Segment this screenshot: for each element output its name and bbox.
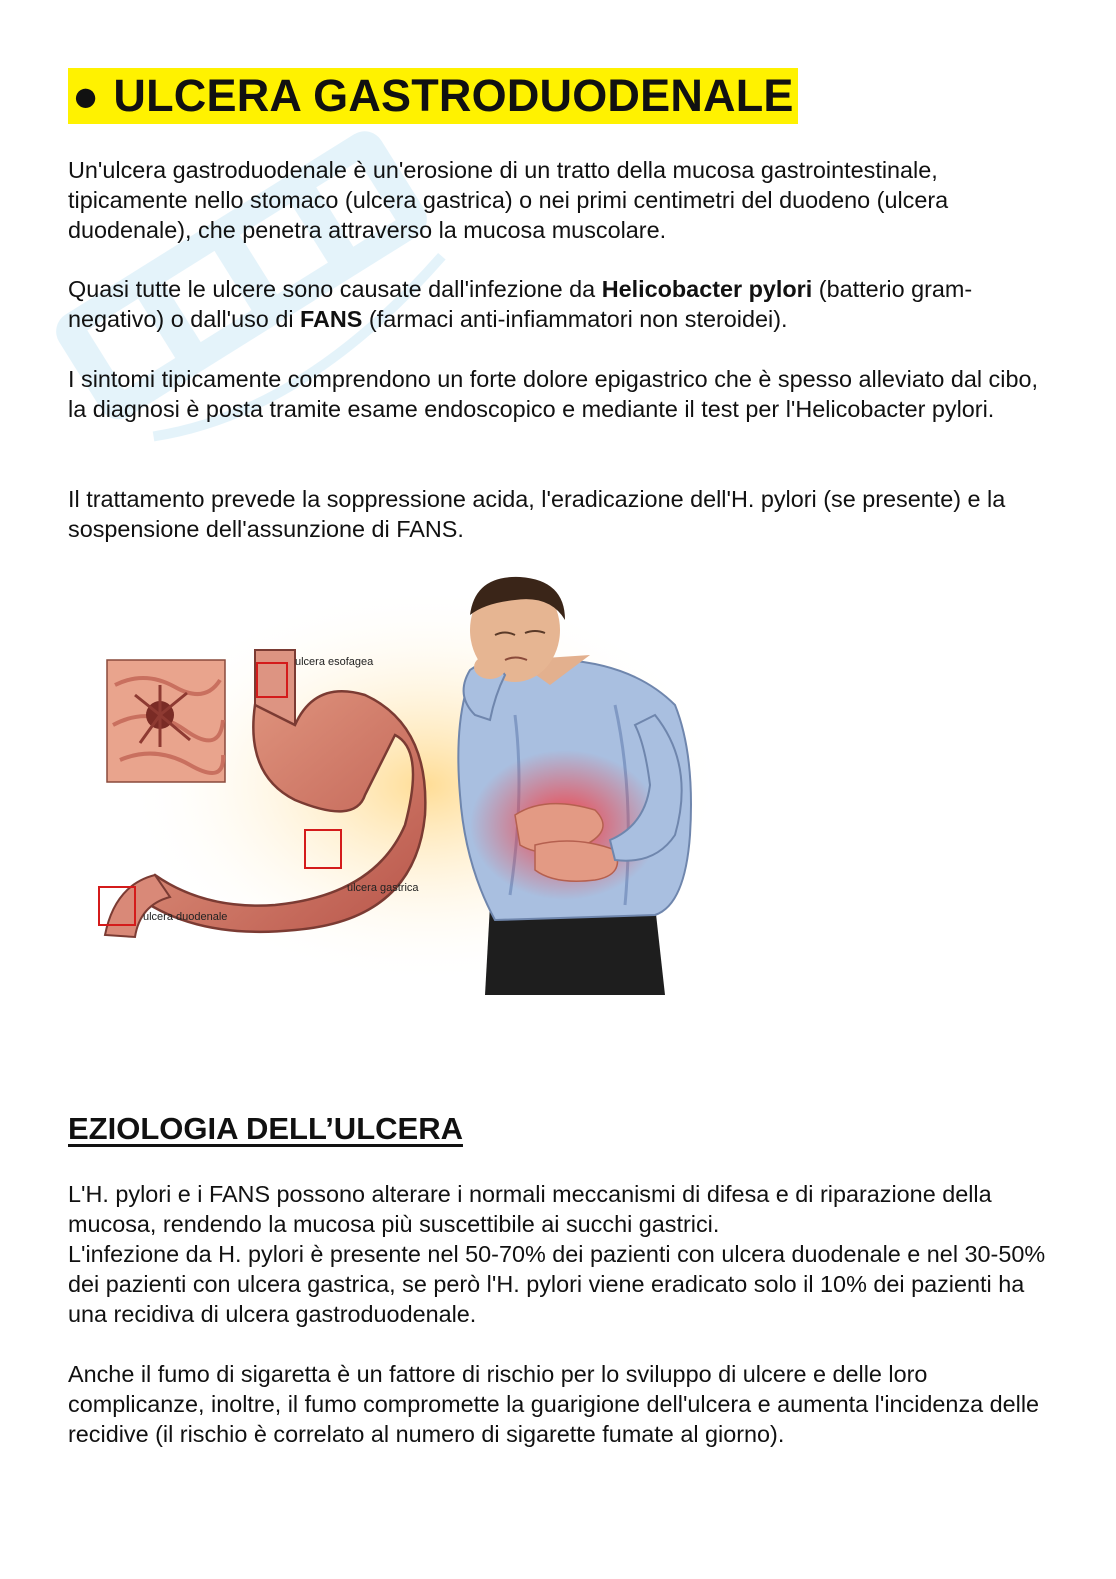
section-title-eziologia: EZIOLOGIA DELL’ULCERA <box>68 1111 463 1146</box>
ulcer-illustration <box>95 575 715 1005</box>
intro-paragraph-2 <box>68 274 1058 334</box>
p2-bold-fans: FANS <box>300 306 363 332</box>
title-text: ULCERA GASTRODUODENALE <box>113 70 794 121</box>
p2-text-c: (batterio gram-negativo) o dall'uso di <box>68 276 973 332</box>
label-ulcera-esofagea: ulcera esofagea <box>295 656 374 668</box>
eziologia-paragraph-3: Anche il fumo di sigaretta è un fattore di rischio per lo sviluppo di ulcere e delle loro complicanze, inoltre, il fumo compromette la guarigione dell'ulcera e aumenta l'incidenza delle recidive (il rischio è correlato al numero di sigarette fumate al giorno). <box>68 1361 1040 1447</box>
eziologia-paragraph-2: L'infezione da H. pylori è presente nel 50-70% dei pazienti con ulcera duodenale e nel 30-50% dei pazienti con ulcera gastrica, se però l'H. pylori viene eradicato solo il 10% dei pazienti ha una recidiva di ulcera gastroduodenale. <box>68 1241 1046 1327</box>
intro-paragraph-3: I sintomi tipicamente comprendono un forte dolore epigastrico che è spesso alleviato dal cibo, la diagnosi è posta tramite esame endoscopico e mediante il test per l'Helicobacter pylori. <box>68 366 1038 422</box>
p2-text-e: (farmaci anti-infiammatori non steroidei). <box>362 306 788 332</box>
mucosa-closeup-inset <box>107 660 225 782</box>
page-title <box>68 68 798 124</box>
label-ulcera-duodenale: ulcera duodenale <box>143 911 228 923</box>
intro-paragraph-4: Il trattamento prevede la soppressione acida, l'eradicazione dell'H. pylori (se presente) e la sospensione dell'assunzione di FANS. <box>68 486 1006 542</box>
p2-bold-hpylori: Helicobacter pylori <box>601 276 813 302</box>
title-bullet: ● <box>72 70 100 121</box>
eziologia-paragraph-1: L'H. pylori e i FANS possono alterare i normali meccanismi di difesa e di riparazione della mucosa, rendendo la mucosa più suscettibile ai succhi gastrici. <box>68 1181 992 1237</box>
label-ulcera-gastrica: ulcera gastrica <box>347 882 419 894</box>
p2-text-a: Quasi tutte le ulcere sono causate dall'infezione da <box>68 276 602 302</box>
intro-paragraph-1: Un'ulcera gastroduodenale è un'erosione di un tratto della mucosa gastrointestinale, tipicamente nello stomaco (ulcera gastrica) o nei primi centimetri del duodeno (ulcera duodenale), che penetra attraverso la mucosa muscolare. <box>68 157 949 243</box>
